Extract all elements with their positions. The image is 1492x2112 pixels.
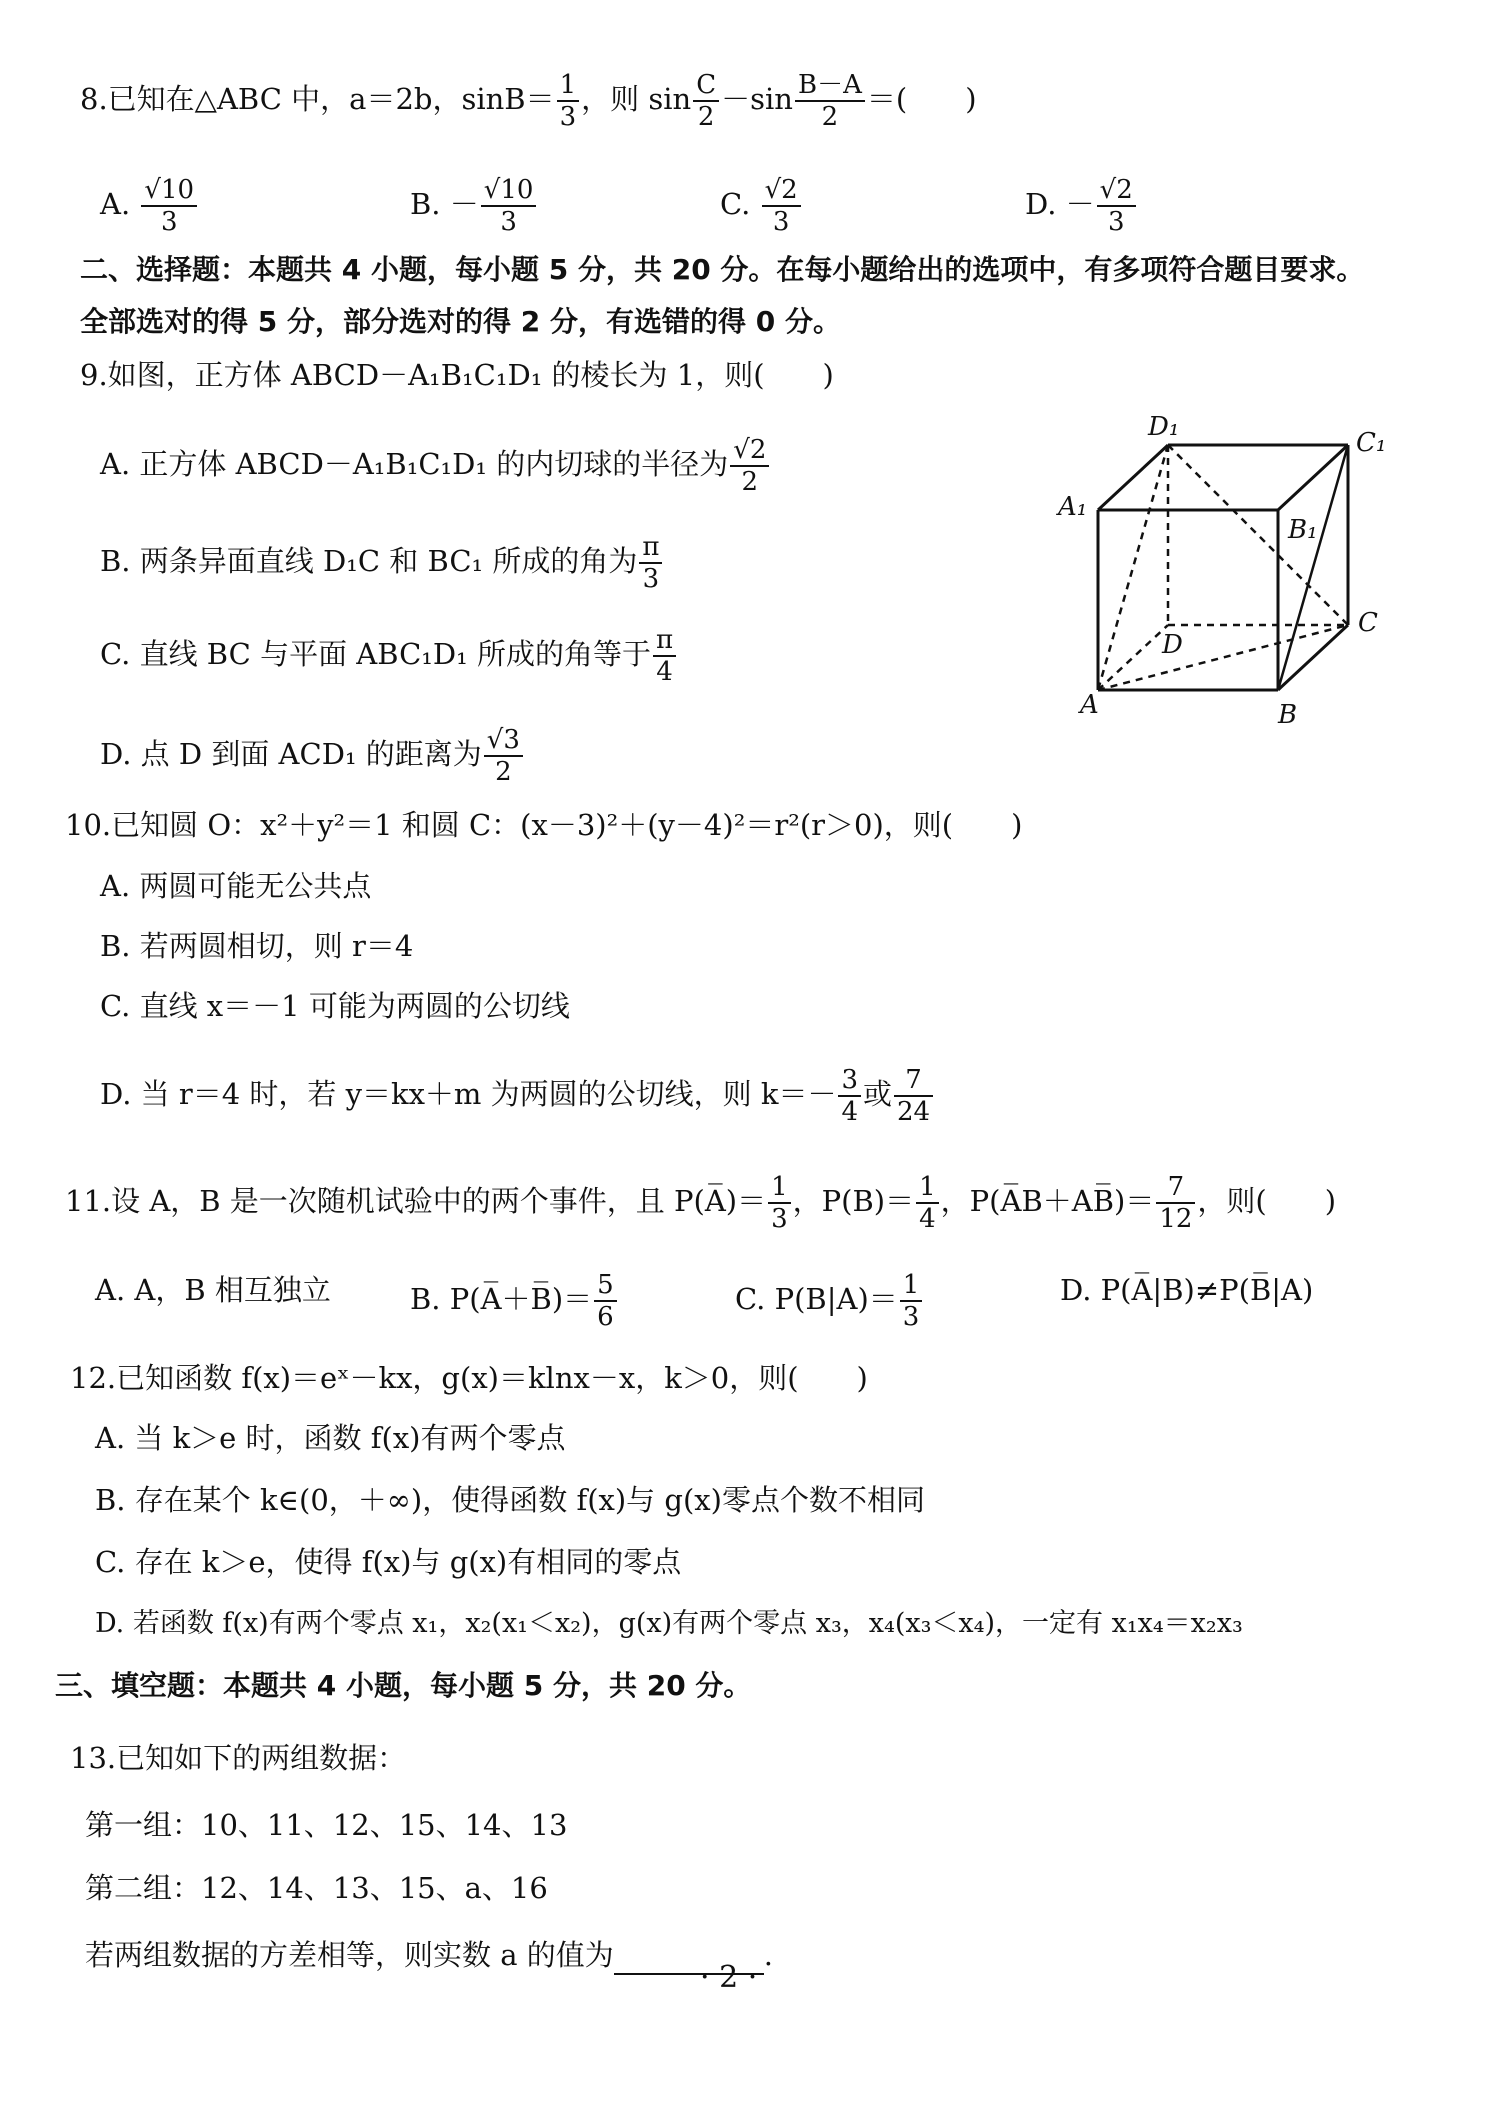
frac-den: 3 xyxy=(902,1302,920,1332)
q8-stem-part: ＝( ) xyxy=(866,82,977,116)
frac-den: 3 xyxy=(500,207,517,237)
option-frac xyxy=(653,625,676,687)
q8-stem-part: ，则 sin xyxy=(581,82,692,116)
option-frac xyxy=(594,1270,617,1332)
frac-num: 3 xyxy=(838,1065,861,1097)
q8-frac-sinb xyxy=(557,70,580,132)
option-label: A. xyxy=(100,187,131,221)
frac-num: √3 xyxy=(484,725,523,757)
hidden-edge-d1a xyxy=(1098,445,1168,690)
option-text: D. 点 D 到面 ACD₁ 的距离为 xyxy=(100,737,482,771)
frac-den: 2 xyxy=(495,757,512,787)
label-d: D xyxy=(1162,630,1183,660)
label-d1: D₁ xyxy=(1148,412,1180,442)
frac-den: 2 xyxy=(741,467,759,497)
q12-option-b: B. 存在某个 k∈(0，＋∞)，使得函数 f(x)与 g(x)零点个数不相同 xyxy=(95,1483,925,1517)
label-b: B xyxy=(1278,700,1298,730)
frac-den: 6 xyxy=(597,1302,614,1332)
q10-stem: 10.已知圆 O：x²＋y²＝1 和圆 C：(x－3)²＋(y－4)²＝r²(r＞0)，则( ) xyxy=(65,808,1023,842)
option-text: B. 两条异面直线 D₁C 和 BC₁ 所成的角为 xyxy=(100,544,638,578)
q11-stem-part: ，P(B)＝ xyxy=(792,1184,915,1218)
q11-frac xyxy=(916,1172,939,1234)
q11-frac xyxy=(1156,1172,1195,1234)
hidden-edge-ad xyxy=(1098,625,1168,690)
frac-num: √2 xyxy=(1097,175,1136,207)
q9-option-a xyxy=(100,435,771,497)
frac-den: 3 xyxy=(559,102,577,132)
frac-num: π xyxy=(653,625,676,657)
option-frac xyxy=(900,1270,923,1332)
q11-option-a: A. A，B 相互独立 xyxy=(95,1273,331,1307)
q10-option-b: B. 若两圆相切，则 r＝4 xyxy=(100,929,414,963)
frac-den: 2 xyxy=(697,102,715,132)
cube-svg xyxy=(1058,420,1408,740)
frac-num: √10 xyxy=(141,175,197,207)
option-text: C. 直线 BC 与平面 ABC₁D₁ 所成的角等于 xyxy=(100,637,651,671)
section3-line1: 三、填空题：本题共 4 小题，每小题 5 分，共 20 分。 xyxy=(55,1669,752,1702)
frac-den: 3 xyxy=(772,207,790,237)
q8-option-c xyxy=(720,175,803,237)
frac-num: 7 xyxy=(894,1065,933,1097)
q8-frac-c2 xyxy=(693,70,719,132)
option-label: B. xyxy=(410,187,441,221)
q12-option-c: C. 存在 k＞e，使得 f(x)与 g(x)有相同的零点 xyxy=(95,1545,682,1579)
q8-stem-part: －sin xyxy=(721,82,793,116)
frac-den: 2 xyxy=(821,102,839,132)
q10-option-d xyxy=(100,1065,935,1127)
option-frac xyxy=(838,1065,861,1127)
section2-line1: 二、选择题：本题共 4 小题，每小题 5 分，共 20 分。在每小题给出的选项中，有多项符合题目要求。 xyxy=(80,253,1365,286)
q8-stem-part: 8.已知在△ABC 中，a＝2b，sinB＝ xyxy=(80,82,555,116)
option-text: B. P(A̅＋B̅)＝ xyxy=(410,1282,593,1316)
label-a1: A₁ xyxy=(1058,492,1088,522)
q11-stem-part: 11.设 A，B 是一次随机试验中的两个事件，且 P(A̅)＝ xyxy=(65,1184,767,1218)
q8-stem xyxy=(80,70,977,132)
frac-num: 1 xyxy=(916,1172,939,1204)
frac-den: 3 xyxy=(642,564,660,594)
q11-option-d: D. P(A̅|B)≠P(B̅|A) xyxy=(1060,1273,1314,1307)
frac-den: 12 xyxy=(1159,1204,1193,1234)
q11-frac xyxy=(768,1172,791,1234)
frac-den: 4 xyxy=(841,1097,858,1127)
option-frac xyxy=(730,435,769,497)
q12-stem: 12.已知函数 f(x)＝eˣ－kx，g(x)＝klnx－x，k＞0，则( ) xyxy=(70,1361,868,1395)
q13-group2: 第二组：12、14、13、15、a、16 xyxy=(85,1871,548,1905)
option-label: C. xyxy=(720,187,751,221)
option-frac xyxy=(481,175,537,237)
label-b1: B₁ xyxy=(1288,515,1318,545)
q12-option-d: D. 若函数 f(x)有两个零点 x₁，x₂(x₁＜x₂)，g(x)有两个零点 x₃，x₄(x₃＜x₄)，一定有 x₁x₄＝x₂x₃ xyxy=(95,1608,1243,1639)
option-frac xyxy=(639,532,662,594)
option-frac xyxy=(894,1065,933,1127)
option-frac xyxy=(141,175,197,237)
q10-option-c: C. 直线 x＝－1 可能为两圆的公切线 xyxy=(100,989,570,1023)
label-c1: C₁ xyxy=(1356,428,1387,458)
q9-option-d xyxy=(100,725,525,787)
section2-line2: 全部选对的得 5 分，部分选对的得 2 分，有选错的得 0 分。 xyxy=(80,305,841,338)
option-frac xyxy=(762,175,801,237)
frac-num: √2 xyxy=(762,175,801,207)
frac-num: 5 xyxy=(594,1270,617,1302)
q11-stem-part: ，则( ) xyxy=(1197,1184,1337,1218)
q11-option-c xyxy=(735,1270,924,1332)
frac-den: 24 xyxy=(897,1097,931,1127)
option-text: C. P(B|A)＝ xyxy=(735,1282,898,1316)
q13-ask-text: 若两组数据的方差相等，则实数 a 的值为 xyxy=(85,1938,614,1972)
hidden-edge-ac xyxy=(1098,625,1348,690)
q13-ask xyxy=(85,1935,773,1975)
q11-stem xyxy=(65,1172,1336,1234)
page-number: · 2 · xyxy=(700,1960,758,1995)
q12-option-a: A. 当 k＞e 时，函数 f(x)有两个零点 xyxy=(95,1421,566,1455)
frac-num: 7 xyxy=(1156,1172,1195,1204)
frac-num: 1 xyxy=(768,1172,791,1204)
frac-den: 3 xyxy=(1107,207,1125,237)
q8-option-b xyxy=(410,175,538,237)
frac-num: 1 xyxy=(557,70,580,102)
q8-option-d xyxy=(1025,175,1138,237)
edge-bc1 xyxy=(1278,445,1348,690)
label-a: A xyxy=(1080,690,1099,720)
option-prefix: － xyxy=(1065,187,1095,221)
label-c: C xyxy=(1358,608,1378,638)
frac-den: 3 xyxy=(160,207,178,237)
frac-den: 4 xyxy=(919,1204,936,1234)
q10-option-a: A. 两圆可能无公共点 xyxy=(100,869,372,903)
q13-ask-end: . xyxy=(763,1938,773,1972)
frac-den: 4 xyxy=(656,657,673,687)
option-label: D. xyxy=(1025,187,1057,221)
q8-option-a xyxy=(100,175,199,237)
option-text: A. 正方体 ABCD－A₁B₁C₁D₁ 的内切球的半径为 xyxy=(100,447,729,481)
option-frac xyxy=(484,725,523,787)
frac-num: B－A xyxy=(795,70,865,102)
frac-num: √10 xyxy=(481,175,537,207)
option-text: D. 当 r＝4 时，若 y＝kx＋m 为两圆的公切线，则 k＝－ xyxy=(100,1077,837,1111)
option-text: 或 xyxy=(863,1077,893,1111)
q13-stem: 13.已知如下的两组数据： xyxy=(70,1741,407,1775)
q11-option-b xyxy=(410,1270,619,1332)
q8-frac-ba xyxy=(795,70,865,132)
q11-stem-part: ，P(A̅B＋AB̅)＝ xyxy=(940,1184,1155,1218)
q9-option-c xyxy=(100,625,678,687)
frac-den: 3 xyxy=(771,1204,788,1234)
edge-a1d1 xyxy=(1098,445,1168,510)
option-prefix: － xyxy=(449,187,479,221)
cube-figure xyxy=(1058,412,1408,740)
frac-num: π xyxy=(639,532,662,564)
q9-stem: 9.如图，正方体 ABCD－A₁B₁C₁D₁ 的棱长为 1，则( ) xyxy=(80,358,834,392)
frac-num: C xyxy=(693,70,719,102)
q9-option-b xyxy=(100,532,664,594)
q13-group1: 第一组：10、11、12、15、14、13 xyxy=(85,1808,568,1842)
option-frac xyxy=(1097,175,1136,237)
frac-num: 1 xyxy=(900,1270,923,1302)
frac-num: √2 xyxy=(730,435,769,467)
